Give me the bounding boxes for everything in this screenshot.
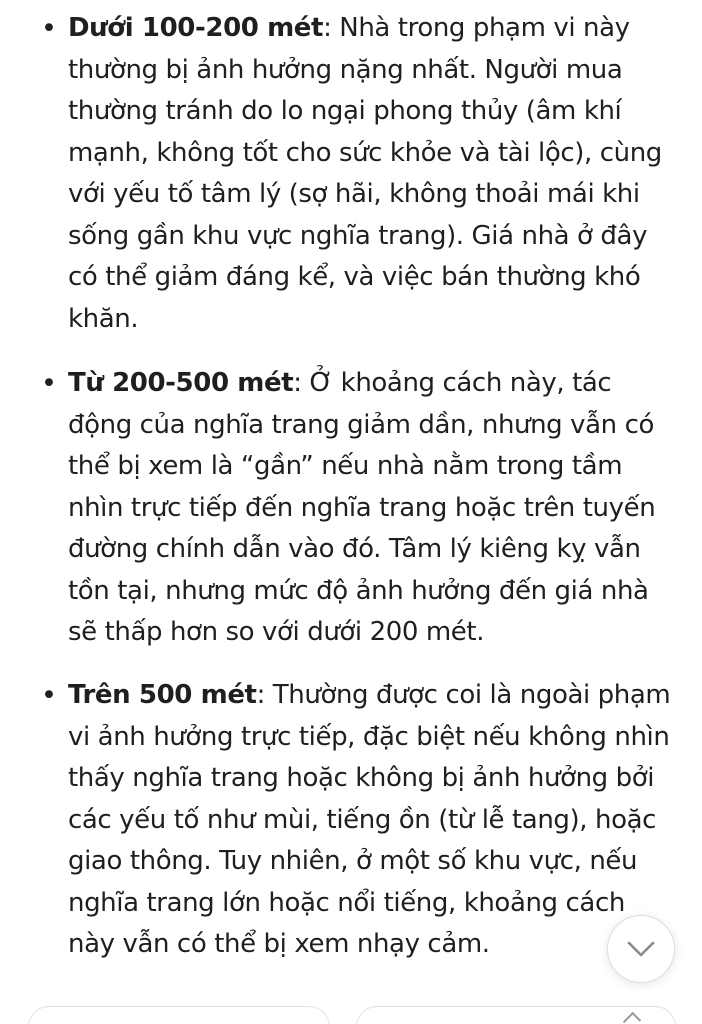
scroll-to-bottom-button[interactable] — [607, 915, 675, 983]
bullet-body: : Ở khoảng cách này, tác động của nghĩa trang giảm dần, nhưng vẫn có thể bị xem là “gần” nếu nhà nằm trong tầm nhìn trực tiếp đến nghĩa trang hoặc trên tuyến đường chính dẫn vào đó. Tâm lý kiêng kỵ vẫn tồn tại, nhưng mức độ ảnh hưởng đến giá nhà sẽ thấp hơn so với dưới 200 mét. — [68, 368, 656, 647]
bullet-term: Trên 500 mét — [68, 680, 257, 710]
bullet-term: Dưới 100-200 mét — [68, 13, 324, 43]
bullet-body: : Thường được coi là ngoài phạm vi ảnh hưởng trực tiếp, đặc biệt nếu không nhìn thấy nghĩa trang hoặc không bị ảnh hưởng bởi các yếu tố như mùi, tiếng ồn (từ lễ tang), hoặc giao thông. Tuy nhiên, ở một số khu vực, nếu nghĩa trang lớn hoặc nổi tiếng, khoảng cách này vẫn có thể bị xem nhạy cảm. — [68, 680, 671, 959]
suggestion-card[interactable] — [356, 1006, 676, 1024]
bullet-marker: • — [41, 13, 57, 44]
arrow-icon — [623, 1012, 641, 1024]
bullet-paragraph — [68, 675, 672, 966]
chevron-down-icon — [626, 940, 656, 958]
bullet-paragraph — [68, 363, 672, 654]
bullet-term: Từ 200-500 mét — [68, 368, 294, 398]
suggestion-card[interactable] — [28, 1006, 330, 1024]
bullet-marker: • — [41, 368, 57, 399]
bullet-body: : Nhà trong phạm vi này thường bị ảnh hưởng nặng nhất. Người mua thường tránh do lo ngại phong thủy (âm khí mạnh, không tốt cho sức khỏe và tài lộc), cùng với yếu tố tâm lý (sợ hãi, không thoải mái khi sống gần khu vực nghĩa trang). Giá nhà ở đây có thể giảm đáng kể, và việc bán thường khó khăn. — [68, 13, 662, 334]
bullet-marker: • — [41, 680, 57, 711]
bullet-paragraph — [68, 8, 672, 340]
